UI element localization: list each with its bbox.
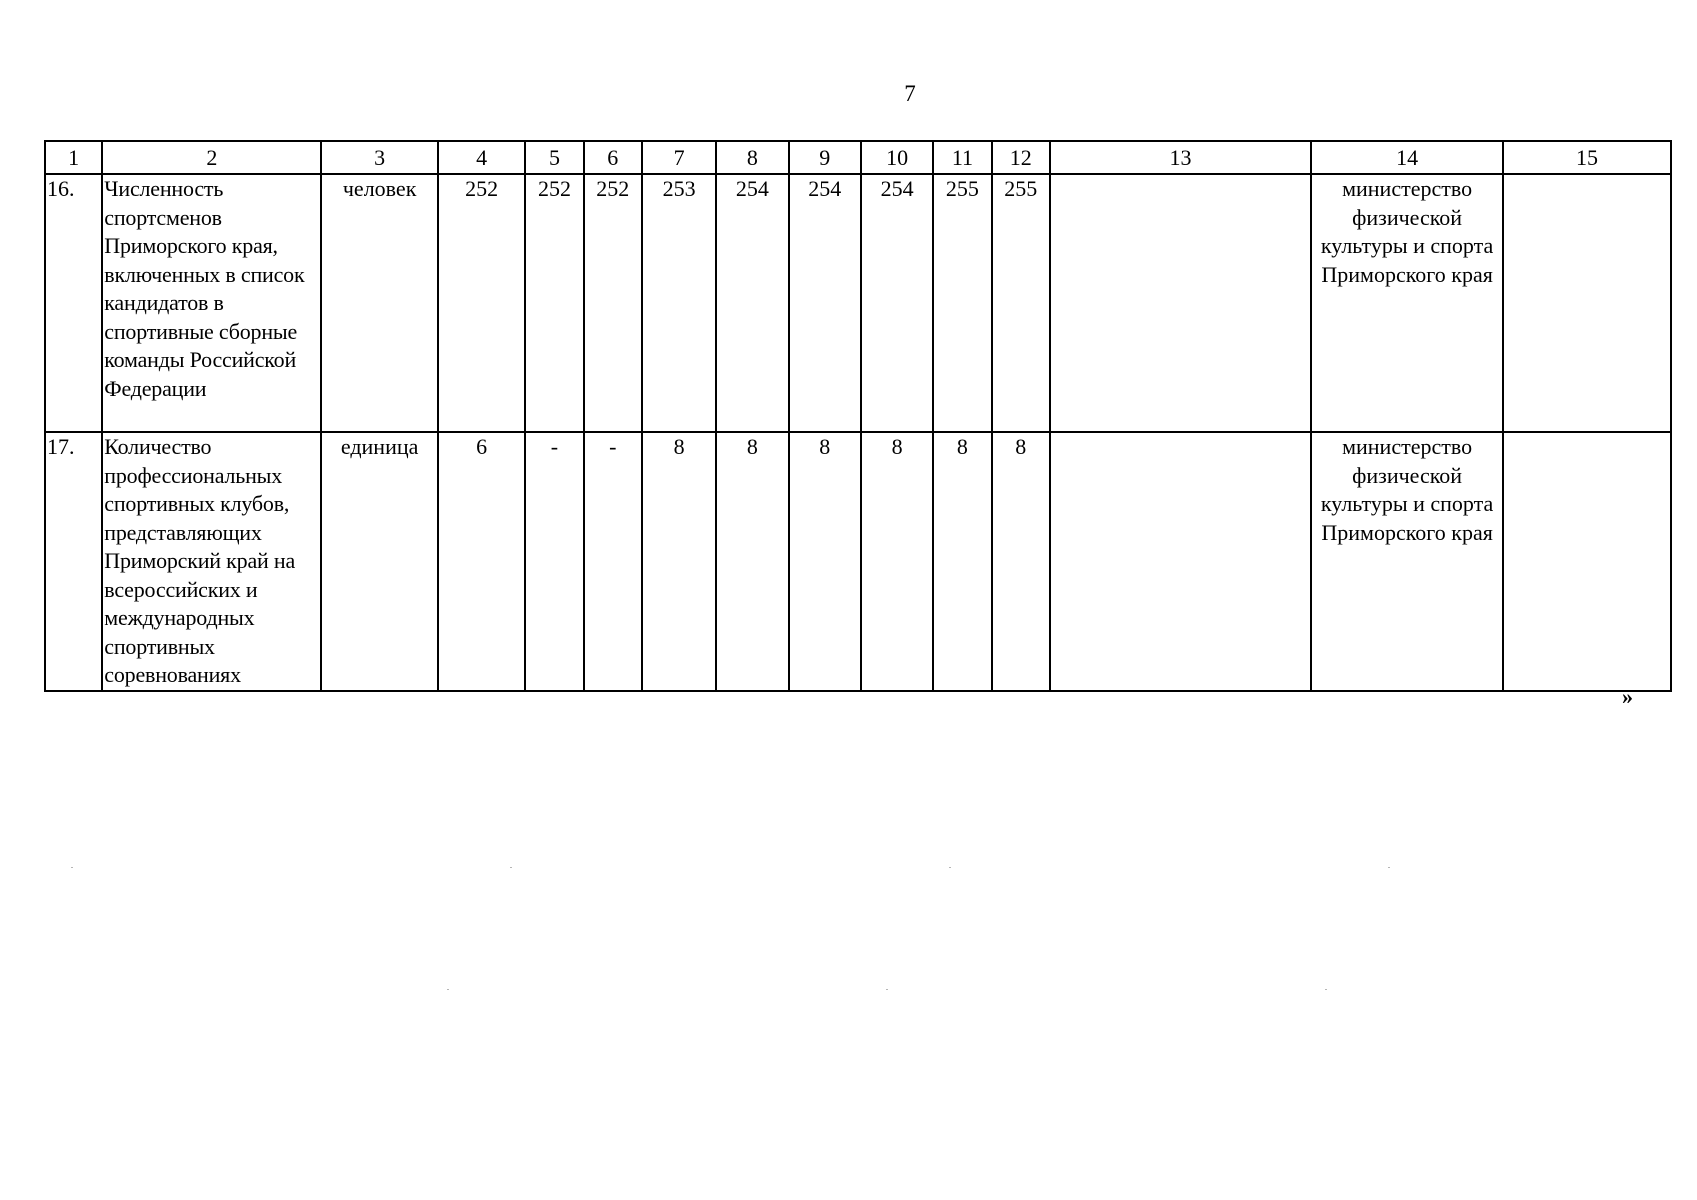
scan-speck [1388,867,1390,868]
header-cell: 9 [789,141,861,174]
value-cell: - [584,432,642,691]
header-cell: 6 [584,141,642,174]
header-cell: 13 [1050,141,1311,174]
header-cell: 5 [525,141,583,174]
scan-speck [886,989,888,990]
value-cell: 254 [716,174,788,432]
col13-cell [1050,174,1311,432]
col13-cell [1050,432,1311,691]
indicator-name: Количество профессиональных спортивных клубов, представляющих Приморский край на всероссийских и международных спортивных соревнованиях [102,432,321,691]
header-cell: 4 [438,141,525,174]
value-cell: 252 [438,174,525,432]
scan-speck [71,867,73,868]
row-number: 16. [45,174,102,432]
unit-cell: единица [321,432,438,691]
header-cell: 10 [861,141,933,174]
header-cell: 15 [1503,141,1671,174]
scan-speck [1325,989,1327,990]
value-cell: 8 [992,432,1050,691]
table-row [45,174,1671,432]
col15-cell [1503,174,1671,432]
value-cell: 8 [642,432,716,691]
table-header-row [45,141,1671,174]
value-cell: 253 [642,174,716,432]
indicator-name: Численность спортсменов Приморского края, включенных в список кандидатов в спортивные сборные команды Российской Федерации [102,174,321,432]
value-cell: 6 [438,432,525,691]
value-cell: - [525,432,583,691]
scan-speck [949,867,951,868]
value-cell: 8 [861,432,933,691]
responsible-cell: министерство физической культуры и спорта Приморского края [1311,432,1503,691]
scan-speck [447,989,449,990]
unit-cell: человек [321,174,438,432]
value-cell: 254 [861,174,933,432]
value-cell: 8 [789,432,861,691]
header-cell: 2 [102,141,321,174]
value-cell: 254 [789,174,861,432]
indicators-table [44,140,1672,692]
header-cell: 7 [642,141,716,174]
header-cell: 11 [933,141,991,174]
page-number: 7 [904,81,916,106]
header-cell: 12 [992,141,1050,174]
header-cell: 14 [1311,141,1503,174]
responsible-cell: министерство физической культуры и спорта Приморского края [1311,174,1503,432]
value-cell: 255 [992,174,1050,432]
value-cell: 8 [933,432,991,691]
header-cell: 3 [321,141,438,174]
table-row [45,432,1671,691]
value-cell: 252 [525,174,583,432]
row-number: 17. [45,432,102,691]
col15-cell [1503,432,1671,691]
closing-quote: » [1622,684,1633,709]
value-cell: 255 [933,174,991,432]
scan-speck [510,867,512,868]
header-cell: 1 [45,141,102,174]
value-cell: 252 [584,174,642,432]
value-cell: 8 [716,432,788,691]
header-cell: 8 [716,141,788,174]
